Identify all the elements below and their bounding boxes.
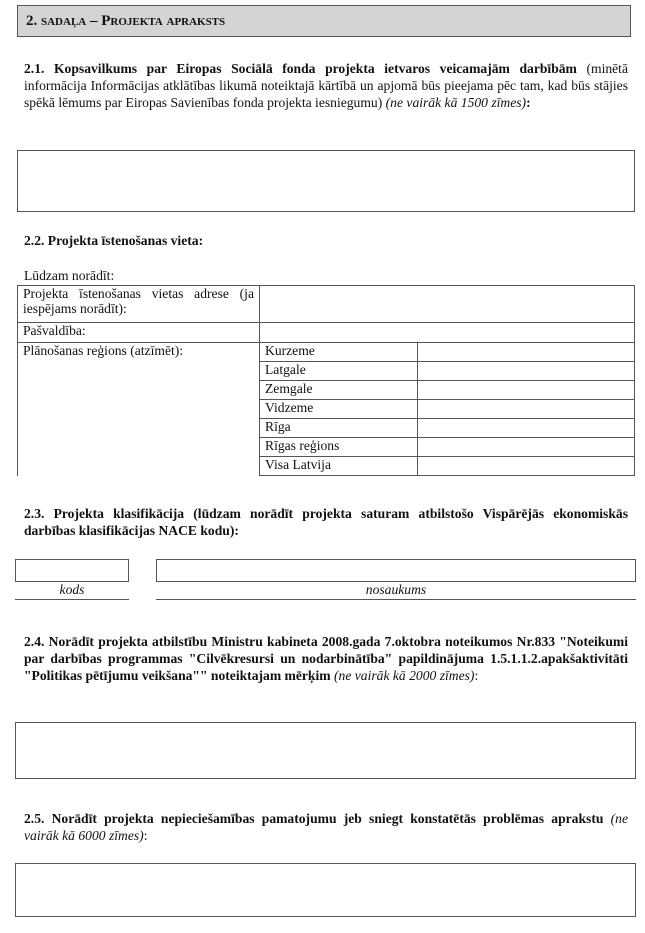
region-checkbox-cell[interactable] (418, 438, 635, 457)
region-name: Rīga (260, 419, 418, 438)
region-name: Visa Latvija (260, 457, 418, 476)
summary-input-box[interactable] (17, 150, 635, 212)
section-2-4-title: 2.4. Norādīt projekta atbilstību Ministru kabineta 2008.gada 7.oktobra noteikumos Nr.833 "Noteikumi par darbības programmas "Cilvēkresursi un nodarbinātība" papildinājuma 1.5.1.1.2.apakšaktivitāti "Politikas pētījumu veikšana"" noteiktajam mērķim (24, 634, 628, 683)
nace-name-input[interactable] (156, 559, 636, 582)
location-table (17, 285, 635, 476)
objective-input-box[interactable] (15, 722, 636, 779)
section-2-5-title: 2.5. Norādīt projekta nepieciešamības pamatojumu jeb sniegt konstatētās problēmas aprakstu (24, 811, 604, 826)
region-name: Latgale (260, 362, 418, 381)
region-name: Zemgale (260, 381, 418, 400)
nace-code-label: kods (59, 582, 85, 597)
address-label: Projekta īstenošanas vietas adrese (ja iespējams norādīt): (18, 286, 260, 323)
nace-code-caption-row (15, 581, 129, 600)
section-2-2-title: 2.2. Projekta īstenošanas vieta: (24, 233, 204, 248)
section-2-1-description: (minētā informācija Informācijas atklātības likumā noteiktajā kārtībā un apjomā būs pieejama pēc tam, kad būs stājies spēkā lēmums par Eiropas Savienības fonda projekta iesniegumu) (24, 61, 628, 110)
region-checkbox-cell[interactable] (418, 343, 635, 362)
section-2-4-limit: (ne vairāk kā 2000 zīmes) (330, 668, 475, 683)
region-checkbox-cell[interactable] (418, 381, 635, 400)
region-checkbox-cell[interactable] (418, 457, 635, 476)
address-input-cell[interactable] (260, 286, 635, 323)
region-checkbox-cell[interactable] (418, 419, 635, 438)
nace-name-label: nosaukums (365, 582, 427, 597)
section-2-5-limit: (ne vairāk kā 6000 zīmes) (24, 811, 628, 843)
region-label: Plānošanas reģions (atzīmēt): (18, 343, 260, 476)
municipality-input-cell[interactable] (260, 323, 635, 343)
region-name: Vidzeme (260, 400, 418, 419)
section-2-1-text: 2.1. Kopsavilkums par Eiropas Sociālā fonda projekta ietvaros veicamajām darbībām (minētā informācija Informācijas atklātības likumā noteiktajā kārtībā un apjomā būs pieejama pēc tam, kad būs stājies spēkā lēmums par Eiropas Savienības fonda projekta iesniegumu) (ne vairāk kā 1500 zīmes): (24, 61, 628, 110)
section-2-1-title: 2.1. Kopsavilkums par Eiropas Sociālā fonda projekta ietvaros veicamajām darbībām (24, 61, 577, 76)
section-2-4-text: 2.4. Norādīt projekta atbilstību Ministru kabineta 2008.gada 7.oktobra noteikumos Nr.833 "Noteikumi par darbības programmas "Cilvēkresursi un nodarbinātība" papildinājuma 1.5.1.1.2.apakšaktivitāti "Politikas pētījumu veikšana"" noteiktajam mērķim (ne vairāk kā 2000 zīmes): (24, 634, 628, 683)
section-2-1-limit: (ne vairāk kā 1500 zīmes) (385, 95, 527, 110)
municipality-label: Pašvaldība: (18, 323, 260, 343)
nace-name-caption-row (156, 581, 636, 600)
justification-input-box[interactable] (15, 863, 636, 917)
region-checkbox-cell[interactable] (418, 362, 635, 381)
section-title: 2. sadaļa – Projekta apraksts (26, 13, 226, 29)
nace-code-input[interactable] (15, 559, 129, 582)
section-2-3-title: 2.3. Projekta klasifikācija (lūdzam norādīt projekta saturam atbilstošo Vispārējās ekonomiskās darbības klasifikācijas NACE kodu): (24, 506, 628, 538)
section-header (17, 5, 631, 37)
region-name: Rīgas reģions (260, 438, 418, 457)
region-name: Kurzeme (260, 343, 418, 362)
section-2-5-text: 2.5. Norādīt projekta nepieciešamības pamatojumu jeb sniegt konstatētās problēmas aprakstu (ne vairāk kā 6000 zīmes): (24, 811, 628, 843)
section-2-2-intro: Lūdzam norādīt: (24, 268, 115, 283)
region-checkbox-cell[interactable] (418, 400, 635, 419)
